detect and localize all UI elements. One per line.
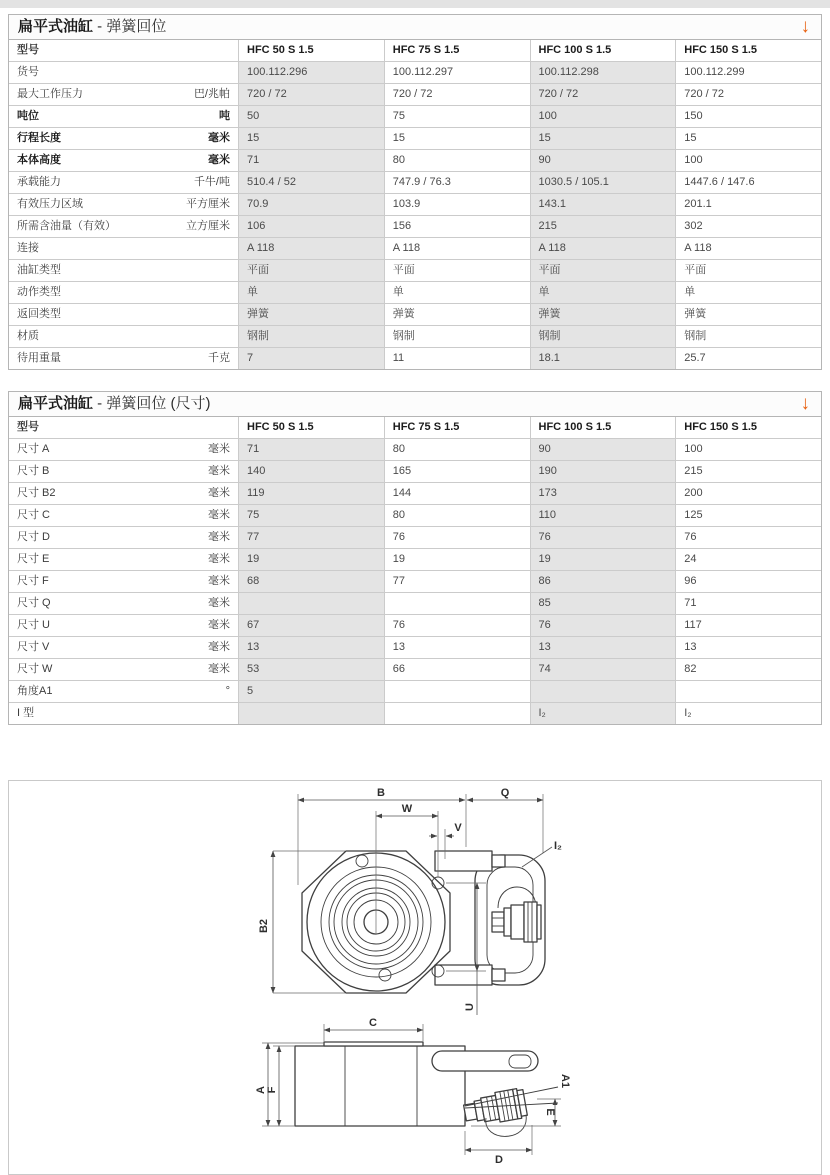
row-unit bbox=[224, 282, 230, 303]
value-cell: 96 bbox=[675, 571, 821, 592]
row-unit: 毫米 bbox=[208, 553, 230, 565]
row-label-cell bbox=[9, 194, 238, 215]
value-cell: 11 bbox=[384, 348, 530, 369]
value-cell: 单 bbox=[238, 282, 384, 303]
column-header: HFC 100 S 1.5 bbox=[530, 40, 676, 61]
column-header: HFC 100 S 1.5 bbox=[530, 417, 676, 438]
value-cell: 单 bbox=[384, 282, 530, 303]
row-label: 油缸类型 bbox=[17, 264, 61, 276]
value-cell: 13 bbox=[384, 637, 530, 658]
title-variant: - 弹簧回位 bbox=[93, 18, 167, 35]
value-cell: 13 bbox=[675, 637, 821, 658]
port-connector-bottom bbox=[492, 969, 505, 981]
title-product: 扁平式油缸 bbox=[18, 395, 94, 412]
dim-label-a: A bbox=[255, 1086, 267, 1094]
column-header: HFC 75 S 1.5 bbox=[384, 40, 530, 61]
table-row bbox=[9, 548, 821, 570]
value-cell bbox=[384, 681, 530, 702]
value-cell: 单 bbox=[675, 282, 821, 303]
row-label-cell bbox=[9, 659, 238, 680]
row-label: 连接 bbox=[17, 242, 39, 254]
row-label-cell bbox=[9, 84, 238, 105]
row-unit: 毫米 bbox=[208, 443, 230, 455]
table-row bbox=[9, 347, 821, 369]
row-label-cell bbox=[9, 615, 238, 636]
row-label-cell bbox=[9, 483, 238, 504]
value-cell: A 118 bbox=[675, 238, 821, 259]
row-label: 最大工作压力 bbox=[17, 88, 83, 100]
value-cell: 80 bbox=[384, 439, 530, 460]
row-label: I 型 bbox=[17, 707, 35, 719]
model-header-label: 型号 bbox=[17, 421, 39, 433]
value-cell: A 118 bbox=[238, 238, 384, 259]
value-cell: 弹簧 bbox=[530, 304, 676, 325]
row-unit bbox=[224, 326, 230, 347]
value-cell: 平面 bbox=[530, 260, 676, 281]
value-cell: 720 / 72 bbox=[384, 84, 530, 105]
row-label: 动作类型 bbox=[17, 286, 61, 298]
value-cell: 71 bbox=[238, 439, 384, 460]
value-cell: 90 bbox=[530, 439, 676, 460]
table-row bbox=[9, 570, 821, 592]
column-header: HFC 50 S 1.5 bbox=[238, 417, 384, 438]
value-cell: 平面 bbox=[675, 260, 821, 281]
coupler-top-view bbox=[492, 887, 541, 942]
row-label: 尺寸 F bbox=[17, 575, 49, 587]
row-label: 承载能力 bbox=[17, 176, 61, 188]
value-cell: 平面 bbox=[384, 260, 530, 281]
value-cell: 173 bbox=[530, 483, 676, 504]
value-cell: 钢制 bbox=[675, 326, 821, 347]
value-cell: 15 bbox=[384, 128, 530, 149]
value-cell: 156 bbox=[384, 216, 530, 237]
dim-label-c: C bbox=[369, 1017, 377, 1029]
value-cell bbox=[238, 703, 384, 724]
value-cell: 125 bbox=[675, 505, 821, 526]
spec-table-dimensions bbox=[8, 391, 822, 725]
saddle-plate bbox=[324, 1042, 423, 1046]
column-header: HFC 150 S 1.5 bbox=[675, 40, 821, 61]
value-cell: 140 bbox=[238, 461, 384, 482]
column-header: HFC 150 S 1.5 bbox=[675, 417, 821, 438]
value-cell: 50 bbox=[238, 106, 384, 127]
dim-label-q: Q bbox=[500, 787, 510, 799]
value-cell: 25.7 bbox=[675, 348, 821, 369]
value-cell: 117 bbox=[675, 615, 821, 636]
row-label: 返回类型 bbox=[17, 308, 61, 320]
row-label-cell bbox=[9, 326, 238, 347]
value-cell: 75 bbox=[384, 106, 530, 127]
value-cell: 720 / 72 bbox=[238, 84, 384, 105]
table-row bbox=[9, 636, 821, 658]
table-row bbox=[9, 215, 821, 237]
value-cell: 720 / 72 bbox=[530, 84, 676, 105]
value-cell: 74 bbox=[530, 659, 676, 680]
row-unit: 千牛/吨 bbox=[193, 176, 230, 188]
value-cell bbox=[384, 703, 530, 724]
value-cell: 100.112.297 bbox=[384, 62, 530, 83]
row-label-cell bbox=[9, 106, 238, 127]
row-unit: 毫米 bbox=[208, 132, 230, 144]
row-unit: 毫米 bbox=[208, 575, 230, 587]
row-unit bbox=[224, 703, 230, 724]
value-cell: 5 bbox=[238, 681, 384, 702]
value-cell: 100.112.296 bbox=[238, 62, 384, 83]
row-unit bbox=[224, 238, 230, 259]
catalog-page bbox=[0, 8, 830, 1175]
value-cell: A 118 bbox=[530, 238, 676, 259]
row-label: 吨位 bbox=[17, 110, 39, 122]
value-cell: 7 bbox=[238, 348, 384, 369]
dim-label-u: U bbox=[464, 1003, 476, 1011]
value-cell: I₂ bbox=[675, 703, 821, 724]
row-label-cell bbox=[9, 348, 238, 369]
table-row bbox=[9, 482, 821, 504]
value-cell: 单 bbox=[530, 282, 676, 303]
dim-label-a1: A1 bbox=[559, 1073, 571, 1089]
row-label-cell bbox=[9, 703, 238, 724]
table-title-performance bbox=[9, 15, 821, 40]
row-unit: 毫米 bbox=[208, 154, 230, 166]
table-row bbox=[9, 614, 821, 636]
row-unit: 吨 bbox=[219, 110, 230, 122]
scroll-anchor-icon[interactable]: ↓ bbox=[800, 16, 810, 37]
row-unit: 毫米 bbox=[208, 663, 230, 675]
value-cell: 13 bbox=[238, 637, 384, 658]
row-label-cell bbox=[9, 461, 238, 482]
value-cell: 24 bbox=[675, 549, 821, 570]
dim-label-v: V bbox=[454, 822, 462, 834]
value-cell: 钢制 bbox=[530, 326, 676, 347]
value-cell: 76 bbox=[675, 527, 821, 548]
row-unit: 毫米 bbox=[208, 619, 230, 631]
value-cell: 200 bbox=[675, 483, 821, 504]
value-cell: 53 bbox=[238, 659, 384, 680]
value-cell: 82 bbox=[675, 659, 821, 680]
column-header-model bbox=[9, 417, 238, 438]
table-row bbox=[9, 237, 821, 259]
row-unit: 毫米 bbox=[208, 509, 230, 521]
dim-label-d: D bbox=[495, 1154, 503, 1166]
row-label-cell bbox=[9, 571, 238, 592]
value-cell: 15 bbox=[238, 128, 384, 149]
row-label-cell bbox=[9, 637, 238, 658]
table-row bbox=[9, 504, 821, 526]
value-cell: 19 bbox=[530, 549, 676, 570]
table-row bbox=[9, 281, 821, 303]
table-row bbox=[9, 658, 821, 680]
row-label-cell bbox=[9, 260, 238, 281]
row-unit: 立方厘米 bbox=[186, 220, 230, 232]
row-label: 尺寸 A bbox=[17, 443, 50, 455]
value-cell: 19 bbox=[238, 549, 384, 570]
row-label: 尺寸 E bbox=[17, 553, 50, 565]
value-cell: 77 bbox=[238, 527, 384, 548]
value-cell: 190 bbox=[530, 461, 676, 482]
row-unit bbox=[224, 260, 230, 281]
row-unit: ° bbox=[225, 685, 230, 697]
row-unit: 毫米 bbox=[208, 641, 230, 653]
value-cell: 106 bbox=[238, 216, 384, 237]
value-cell: 71 bbox=[238, 150, 384, 171]
row-label: 尺寸 V bbox=[17, 641, 50, 653]
row-label: 尺寸 C bbox=[17, 509, 50, 521]
value-cell: 201.1 bbox=[675, 194, 821, 215]
row-label: 所需含油量（有效） bbox=[17, 220, 116, 232]
technical-drawing bbox=[9, 781, 809, 1172]
value-cell: 100.112.299 bbox=[675, 62, 821, 83]
row-label: 尺寸 D bbox=[17, 531, 50, 543]
value-cell: 720 / 72 bbox=[675, 84, 821, 105]
row-label: 待用重量 bbox=[17, 352, 61, 364]
value-cell: 150 bbox=[675, 106, 821, 127]
table-row bbox=[9, 303, 821, 325]
table-row bbox=[9, 61, 821, 83]
value-cell: 510.4 / 52 bbox=[238, 172, 384, 193]
dim-label-i2: I₂ bbox=[554, 840, 562, 852]
row-label-cell bbox=[9, 128, 238, 149]
value-cell: 90 bbox=[530, 150, 676, 171]
value-cell bbox=[675, 681, 821, 702]
value-cell: 110 bbox=[530, 505, 676, 526]
title-variant: - 弹簧回位 (尺寸) bbox=[93, 395, 211, 412]
row-label-cell bbox=[9, 62, 238, 83]
row-label: 尺寸 B2 bbox=[17, 487, 56, 499]
row-label: 有效压力区域 bbox=[17, 198, 83, 210]
row-label: 尺寸 Q bbox=[17, 597, 51, 609]
value-cell: 75 bbox=[238, 505, 384, 526]
row-unit: 毫米 bbox=[208, 465, 230, 477]
table-row bbox=[9, 592, 821, 614]
value-cell: 71 bbox=[675, 593, 821, 614]
table-header-row bbox=[9, 417, 821, 438]
value-cell: 215 bbox=[530, 216, 676, 237]
table-row bbox=[9, 325, 821, 347]
value-cell: 76 bbox=[384, 527, 530, 548]
value-cell: 143.1 bbox=[530, 194, 676, 215]
dim-label-w: W bbox=[401, 803, 413, 815]
table-row bbox=[9, 83, 821, 105]
model-header-label: 型号 bbox=[17, 44, 39, 56]
row-label-cell bbox=[9, 527, 238, 548]
table-row bbox=[9, 171, 821, 193]
row-unit: 巴/兆帕 bbox=[193, 88, 230, 100]
value-cell: 76 bbox=[530, 527, 676, 548]
table-row bbox=[9, 193, 821, 215]
table-row bbox=[9, 149, 821, 171]
row-label-cell bbox=[9, 304, 238, 325]
value-cell: 85 bbox=[530, 593, 676, 614]
row-unit: 毫米 bbox=[208, 597, 230, 609]
row-label-cell bbox=[9, 593, 238, 614]
table-body bbox=[9, 61, 821, 369]
value-cell: 100.112.298 bbox=[530, 62, 676, 83]
title-product: 扁平式油缸 bbox=[18, 18, 94, 35]
spec-table-performance bbox=[8, 14, 822, 370]
value-cell: 68 bbox=[238, 571, 384, 592]
dim-label-e: E bbox=[544, 1108, 556, 1116]
page-top-strip bbox=[0, 0, 830, 8]
port-connector-top bbox=[492, 855, 505, 867]
row-label: 本体高度 bbox=[17, 154, 61, 166]
value-cell: 747.9 / 76.3 bbox=[384, 172, 530, 193]
value-cell: 76 bbox=[384, 615, 530, 636]
row-unit: 千克 bbox=[208, 352, 230, 364]
value-cell: 302 bbox=[675, 216, 821, 237]
row-label-cell bbox=[9, 549, 238, 570]
value-cell: 1030.5 / 105.1 bbox=[530, 172, 676, 193]
value-cell bbox=[384, 593, 530, 614]
value-cell: 18.1 bbox=[530, 348, 676, 369]
value-cell bbox=[238, 593, 384, 614]
value-cell: 平面 bbox=[238, 260, 384, 281]
value-cell: 弹簧 bbox=[384, 304, 530, 325]
row-label-cell bbox=[9, 172, 238, 193]
row-label: 尺寸 U bbox=[17, 619, 50, 631]
value-cell: 80 bbox=[384, 150, 530, 171]
row-unit: 毫米 bbox=[208, 531, 230, 543]
value-cell: 119 bbox=[238, 483, 384, 504]
row-label-cell bbox=[9, 238, 238, 259]
value-cell: 100 bbox=[675, 150, 821, 171]
row-label-cell bbox=[9, 505, 238, 526]
value-cell: 100 bbox=[530, 106, 676, 127]
value-cell: 弹簧 bbox=[238, 304, 384, 325]
row-label-cell bbox=[9, 439, 238, 460]
value-cell: 15 bbox=[530, 128, 676, 149]
row-label-cell bbox=[9, 216, 238, 237]
row-label-cell bbox=[9, 282, 238, 303]
value-cell: 77 bbox=[384, 571, 530, 592]
value-cell: 70.9 bbox=[238, 194, 384, 215]
row-label: 尺寸 W bbox=[17, 663, 53, 675]
table-title-dimensions bbox=[9, 392, 821, 417]
value-cell: 100 bbox=[675, 439, 821, 460]
port-stub-top bbox=[435, 851, 492, 871]
row-label: 角度A1 bbox=[17, 685, 53, 697]
value-cell: 144 bbox=[384, 483, 530, 504]
table-header-row bbox=[9, 40, 821, 61]
value-cell: 13 bbox=[530, 637, 676, 658]
value-cell: 80 bbox=[384, 505, 530, 526]
value-cell bbox=[530, 681, 676, 702]
table-row bbox=[9, 680, 821, 702]
row-label-cell bbox=[9, 681, 238, 702]
scroll-anchor-icon[interactable]: ↓ bbox=[800, 393, 810, 414]
value-cell: 1447.6 / 147.6 bbox=[675, 172, 821, 193]
value-cell: 103.9 bbox=[384, 194, 530, 215]
value-cell: 15 bbox=[675, 128, 821, 149]
table-row bbox=[9, 438, 821, 460]
dim-label-b: B bbox=[377, 787, 385, 799]
value-cell: I₂ bbox=[530, 703, 676, 724]
row-label-cell bbox=[9, 150, 238, 171]
table-row bbox=[9, 105, 821, 127]
row-unit bbox=[224, 62, 230, 83]
value-cell: 215 bbox=[675, 461, 821, 482]
value-cell: 67 bbox=[238, 615, 384, 636]
row-label: 尺寸 B bbox=[17, 465, 50, 477]
value-cell: A 118 bbox=[384, 238, 530, 259]
value-cell: 86 bbox=[530, 571, 676, 592]
column-header-model bbox=[9, 40, 238, 61]
dim-label-f: F bbox=[266, 1086, 278, 1094]
dim-label-b2: B2 bbox=[258, 918, 270, 934]
value-cell: 弹簧 bbox=[675, 304, 821, 325]
row-label: 材质 bbox=[17, 330, 39, 342]
table-row bbox=[9, 460, 821, 482]
value-cell: 165 bbox=[384, 461, 530, 482]
column-header: HFC 50 S 1.5 bbox=[238, 40, 384, 61]
row-unit: 平方厘米 bbox=[186, 198, 230, 210]
value-cell: 19 bbox=[384, 549, 530, 570]
row-label: 货号 bbox=[17, 66, 39, 78]
table-row bbox=[9, 702, 821, 724]
table-row bbox=[9, 259, 821, 281]
technical-drawing-panel bbox=[8, 780, 822, 1175]
table-body bbox=[9, 438, 821, 724]
value-cell: 66 bbox=[384, 659, 530, 680]
row-unit bbox=[224, 304, 230, 325]
column-header: HFC 75 S 1.5 bbox=[384, 417, 530, 438]
row-unit: 毫米 bbox=[208, 487, 230, 499]
value-cell: 钢制 bbox=[238, 326, 384, 347]
table-row bbox=[9, 127, 821, 149]
table-row bbox=[9, 526, 821, 548]
value-cell: 76 bbox=[530, 615, 676, 636]
row-label: 行程长度 bbox=[17, 132, 61, 144]
value-cell: 钢制 bbox=[384, 326, 530, 347]
